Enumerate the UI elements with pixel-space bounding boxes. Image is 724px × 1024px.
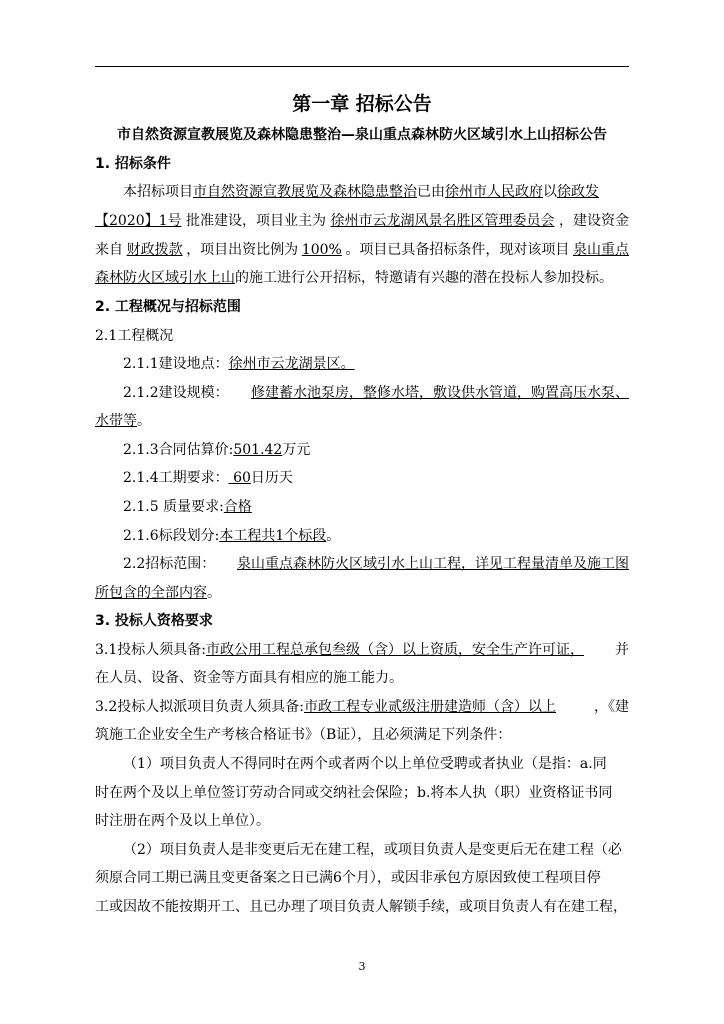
notice-title: 市自然资源宣教展览及森林隐患整治—泉山重点森林防火区域引水上山招标公告 (117, 127, 607, 143)
condition-1-line: （1）项目负责人不得同时在两个或者两个以上单位受聘或者执业（是指：a.同 (123, 756, 607, 772)
qualification-3-1-cont: 在人员、设备、资金等方面具有相应的施工能力。 (95, 670, 403, 686)
quality-requirement: 2.1.5 质量要求:合格 (123, 499, 252, 515)
subsection-title: 2.1工程概况 (95, 328, 174, 344)
construction-scale-cont: 水带等。 (95, 413, 151, 429)
construction-period: 2.1.4工期要求： 60日历天 (123, 470, 293, 486)
section-1-heading: 1. 招标条件 (95, 156, 171, 172)
condition-2-line: 工或因故不能按期开工、且已办理了项目负责人解锁手续，或项目负责人有在建工程， (95, 899, 627, 915)
tender-scope-cont: 所包含的全部内容。 (95, 585, 221, 601)
construction-location: 2.1.1建设地点：徐州市云龙湖景区。 (123, 356, 355, 372)
page-number: 3 (358, 960, 366, 973)
contract-price: 2.1.3合同估算价:501.42万元 (123, 442, 311, 458)
paragraph-line: 【2020】1号 批准建设，项目业主为 徐州市云龙湖风景名胜区管理委员会 ，建设资金 (95, 213, 629, 229)
tender-scope: 2.2招标范围： 泉山重点森林防火区域引水上山工程，详见工程量清单及施工图 (123, 556, 629, 572)
condition-1-line: 时在两个及以上单位签订劳动合同或交纳社会保险；b.将本人执（职）业资格证书同 (95, 785, 613, 801)
section-3-heading: 3. 投标人资格要求 (95, 613, 213, 629)
qualification-3-2-cont: 筑施工企业安全生产考核合格证书》（B证），且必须满足下列条件： (95, 727, 512, 743)
lot-division: 2.1.6标段划分:本工程共1个标段。 (123, 528, 341, 544)
section-2-heading: 2. 工程概况与招标范围 (95, 299, 241, 315)
qualification-3-2: 3.2投标人拟派项目负责人须具备:市政工程专业贰级注册建造师（含）以上 ，《建 (95, 699, 629, 715)
header-rule (95, 66, 629, 67)
paragraph-line: 森林防火区域引水上山的施工进行公开招标，特邀请有兴趣的潜在投标人参加投标。 (95, 270, 613, 286)
construction-scale: 2.1.2建设规模： 修建蓄水池泵房，整修水塔，敷设供水管道，购置高压水泵、 (123, 385, 629, 401)
condition-2-line: （2）项目负责人是非变更后无在建工程，或项目负责人是变更后无在建工程（必 (123, 842, 622, 858)
condition-2-line: 须原合同工期已满且变更备案之日已满6个月），或因非承包方原因致使工程项目停 (95, 870, 601, 886)
chapter-title: 第一章 招标公告 (292, 93, 432, 115)
condition-1-line: 时注册在两个及以上单位）。 (95, 813, 270, 829)
qualification-3-1: 3.1投标人须具备:市政公用工程总承包叁级（含）以上资质，安全生产许可证， 并 (95, 642, 629, 658)
paragraph-line: 本招标项目市自然资源宣教展览及森林隐患整治已由徐州市人民政府以徐政发 (123, 184, 599, 200)
paragraph-line: 来自 财政拨款 ，项目出资比例为 100% 。项目已具备招标条件，现对该项目 泉山重点 (95, 242, 629, 258)
